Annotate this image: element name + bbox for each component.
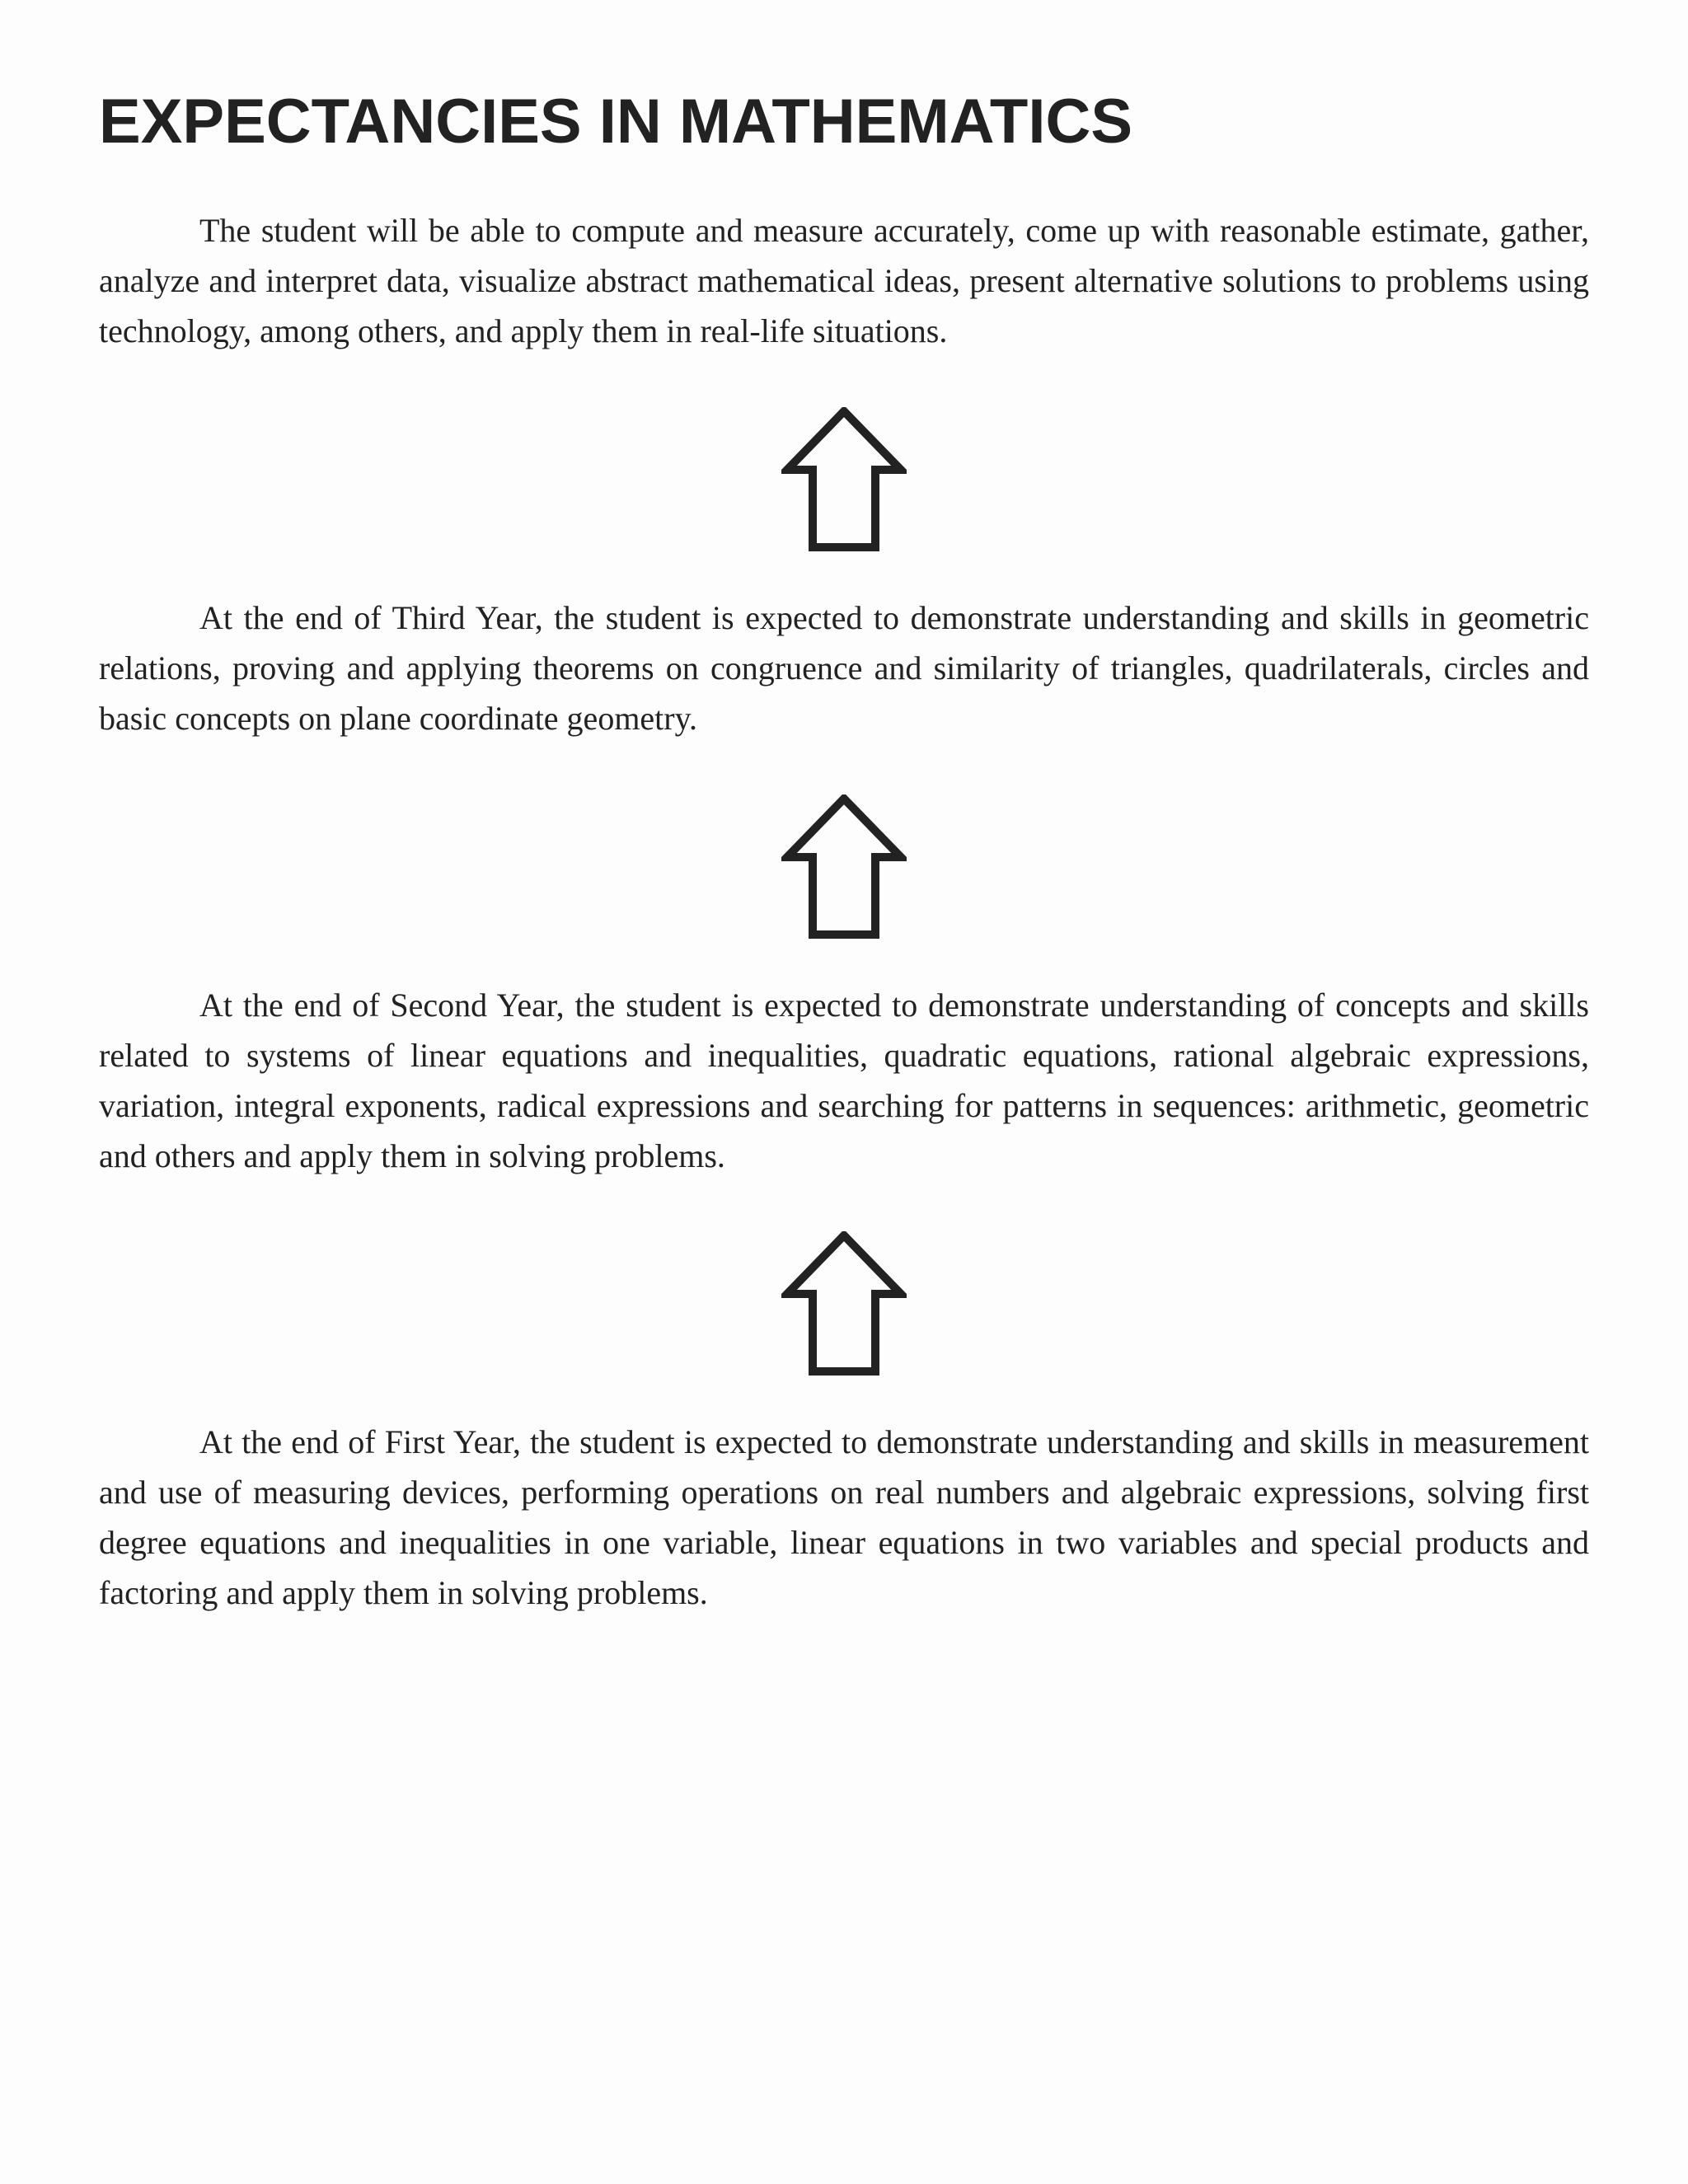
up-arrow-icon — [781, 1231, 907, 1376]
page-title: EXPECTANCIES IN MATHEMATICS — [99, 87, 1133, 157]
goal-paragraph: The student will be able to compute and measure accurately, come up with reasonable estimate, gather, analyze and interpret data, visualize abstract mathematical ideas, present alternative solutions to problems using technology, among others, and apply them in real-life situations. — [99, 212, 1589, 349]
up-arrow-icon — [781, 407, 907, 552]
second-year-paragraph: At the end of Second Year, the student is expected to demonstrate understanding of concepts and skills related to systems of linear equations and inequalities, quadratic equations, rational algebraic expressions, variation, integral exponents, radical expressions and searching for patterns in sequences: arithmetic, geometric and others and apply them in solving problems. — [99, 987, 1589, 1174]
first-year-paragraph: At the end of First Year, the student is expected to demonstrate understanding and skills in measurement and use of measuring devices, performing operations on real numbers and algebraic expressions, solving first degree equations and inequalities in one variable, linear equations in two variables and special products and factoring and apply them in solving problems. — [99, 1423, 1589, 1611]
up-arrow-icon — [781, 794, 907, 940]
third-year-paragraph: At the end of Third Year, the student is expected to demonstrate understanding and skills in geometric relations, proving and applying theorems on congruence and similarity of triangles, quadrilaterals, circles and basic concepts on plane coordinate geometry. — [99, 599, 1589, 737]
